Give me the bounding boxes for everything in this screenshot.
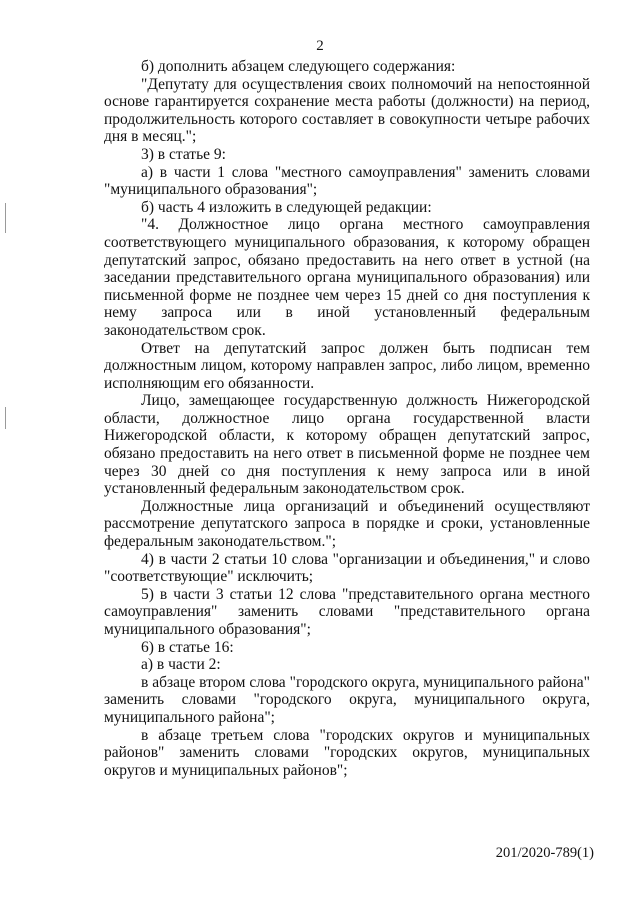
paragraph: 6) в статье 16: [141,638,234,656]
document-body [104,58,590,779]
paragraph: в абзаце третьем слова "городских округов и муниципальных районов" заменить словами "городских округов, муниципальных округов и муниципальных районов"; [104,726,590,779]
paragraph: 5) в части 3 статьи 12 слова "представительного органа местного самоуправления" заменить словами "представительного органа муниципального образования"; [104,585,590,638]
scan-margin-mark [5,203,6,233]
paragraph: Должностные лица организаций и объединений осуществляют рассмотрение депутатского запроса в порядке и сроки, установленные федеральным законодательством."; [104,497,590,551]
paragraph: 4) в части 2 статьи 10 слова "организации и объединения," и слово "соответствующие" исключить; [104,550,590,586]
document-code: 201/2020-789(1) [495,845,594,861]
paragraph: Лицо, замещающее государственную должность Нижегородской области, должностное лицо органа государственной власти Нижегородской области, к которому обращен депутатский запрос, обязано предоставить на него ответ в письменной форме не позднее чем через 30 дней со дня поступления к нему запроса или в иной установленный федеральным законодательством срок. [104,392,590,498]
paragraph: б) дополнить абзацем следующего содержания: [141,58,456,75]
page-number: 2 [316,38,324,54]
paragraph: в абзаце втором слова "городского округа, муниципального района" заменить словами "городского округа, муниципального округа, муниципального района"; [104,673,590,726]
paragraph: Ответ на депутатский запрос должен быть подписан тем должностным лицом, которому направлен запрос, либо лицом, временно исполняющим его обязанности. [104,339,590,392]
scan-margin-mark [5,407,6,429]
paragraph: а) в части 1 слова "местного самоуправления" заменить словами "муниципального образования"; [104,163,590,199]
paragraph: "4. Должностное лицо органа местного самоуправления соответствующего муниципального образования, к которому обращен депутатский запрос, обязано предоставить на него ответ в устной (на заседании представительного органа муниципального образования) или письменной форме не позднее чем через 15 дней со дня поступления к нему запроса или в иной установленный федеральным законодательством срок. [104,216,590,339]
paragraph: "Депутату для осуществления своих полномочий на непостоянной основе гарантируется сохранение места работы (должности) на период, продолжительность которого составляет в совокупности четыре рабочих дня в месяц."; [104,75,590,146]
paragraph: б) часть 4 изложить в следующей редакции: [141,198,432,216]
paragraph: 3) в статье 9: [141,145,226,163]
paragraph: а) в части 2: [141,656,221,674]
